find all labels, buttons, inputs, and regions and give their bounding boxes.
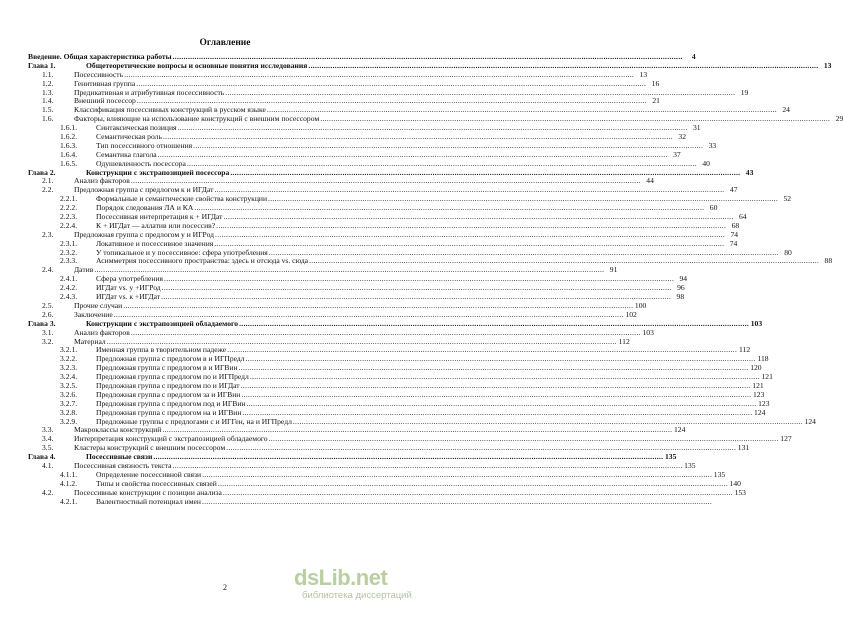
toc-entry-title: Генитивная группа — [74, 78, 136, 88]
toc-entry-page: 4 — [691, 52, 696, 61]
toc-entry-title: Формальные и семантические свойства конструкции — [96, 194, 268, 204]
toc-entry-title: Конструкции с экстрапозицией обладаемого — [86, 318, 239, 328]
toc-entry-title: Предложная группа с предлогом под и ИГВин — [96, 398, 246, 408]
toc-entry-number: 4.2.1. — [60, 496, 78, 506]
toc-entry-number: 3.2.5. — [60, 380, 78, 390]
toc-entry-number: 3.2.6. — [60, 389, 78, 399]
toc-entry-title: Предложная группа с предлогом по и ИГДат — [96, 380, 240, 390]
toc-entry-number: 3.4. — [42, 434, 54, 444]
toc-entry-page: 98 — [676, 292, 685, 302]
toc-entry-number: 2.4. — [42, 265, 54, 275]
toc-entry-number: 4.1.1. — [60, 469, 78, 479]
toc-entry-number: 4.1.2. — [60, 478, 78, 488]
toc-entry-title: Сфера употребления — [96, 274, 164, 284]
toc-leader-dots — [202, 498, 712, 507]
toc-entry-number: 1.6. — [42, 114, 54, 124]
toc-entry-page: 31 — [693, 123, 701, 133]
toc-entry-title: Посессивность — [74, 69, 124, 79]
toc-entry-title: Заключение — [74, 309, 113, 319]
toc-entry-page: 21 — [652, 96, 660, 106]
toc-entry-title: Асимметрия посессивного пространства: здесь и отсюда vs. сюда — [96, 256, 309, 266]
toc-entry-number: Глава 3. — [28, 318, 56, 328]
toc-entry-title: Посессивные конструкции с позиции анализа — [74, 487, 222, 497]
toc-entry-page: 52 — [783, 194, 792, 204]
toc-entry-number: 1.3. — [42, 87, 54, 97]
toc-entry-page: 29 — [835, 114, 843, 124]
toc-entry-number: 3.5. — [42, 443, 54, 453]
toc-entry-page: 127 — [780, 434, 792, 444]
toc-entry-page: 112 — [739, 345, 751, 355]
toc-entry-page: 121 — [752, 380, 764, 390]
toc-entry-number: 2.2.2. — [60, 203, 78, 213]
toc-entry-number: 2.2.4. — [60, 220, 78, 230]
toc-entry-title: Порядок следования ЛА и КА — [96, 203, 194, 213]
toc-entry-number: 1.5. — [42, 105, 54, 115]
toc-entry-title: Предложная группа с предлогом к и ИГДат — [74, 185, 214, 195]
toc-entry-page: 124 — [804, 416, 816, 426]
toc-entry-number: 3.2. — [42, 336, 54, 346]
watermark-subtitle: библиотека диссертаций — [302, 590, 412, 601]
toc-entry-title: Интерпретация конструкций с экстрапозицией обладаемого — [74, 434, 268, 444]
toc-entry-number: 4.1. — [42, 460, 54, 470]
toc-entry-title: Локативное и посессивное значения — [96, 238, 214, 248]
toc-entry-title: Предложная группа с предлогом в и ИГПредл — [96, 354, 245, 364]
toc-entry-title: Материал — [74, 336, 106, 346]
toc-entry-page: 135 — [713, 469, 726, 479]
toc-entry-number: 1.6.1. — [60, 123, 78, 133]
toc-entry-title: ИГДат vs. у +ИГРод — [96, 283, 161, 293]
toc-entry-page: 121 — [761, 372, 773, 382]
toc-entry-title: Предложная группа с предлогом за и ИГВин — [96, 389, 241, 399]
toc-entry-page: 80 — [784, 247, 792, 257]
toc-entry-title: Предложная группа с предлогом в и ИГВин — [96, 363, 238, 373]
toc-entry-title: Семантика глагола — [96, 149, 157, 159]
toc-entry-page: 96 — [677, 283, 685, 293]
toc-entry-title: Внешний посессор — [74, 96, 136, 106]
toc-entry-title: Посессивная связность текста — [74, 460, 172, 470]
toc-entry-number: 2.3.1. — [60, 238, 78, 248]
toc-entry-title: Именная группа в творительном падеже — [96, 345, 227, 355]
toc-entry-number: 2.1. — [42, 176, 54, 186]
toc-entry-page: 135 — [664, 452, 677, 462]
toc-entry-page: 74 — [729, 238, 738, 248]
toc-entry-page: 135 — [684, 460, 696, 470]
toc-entry-number: 2.2. — [42, 185, 54, 195]
toc-entry-page: 124 — [673, 425, 686, 435]
toc-entry-page: 140 — [729, 478, 741, 488]
toc-entry-page: 153 — [734, 487, 746, 497]
toc-entry-number: 3.2.7. — [60, 398, 78, 408]
toc-entry-page: 40 — [702, 158, 710, 168]
toc-entry-title: Макроклассы конструкций — [74, 425, 162, 435]
toc-entry[interactable] — [28, 498, 430, 507]
toc-entry-page: 32 — [678, 132, 686, 142]
toc-entry-number: 1.6.3. — [60, 140, 78, 150]
toc-entry-title: Тип посессивного отношения — [96, 140, 193, 150]
table-of-contents — [28, 52, 843, 506]
page-number: 2 — [223, 583, 227, 592]
toc-entry-number: 2.2.1. — [60, 194, 78, 204]
toc-entry-page: 13 — [639, 69, 648, 79]
toc-entry-number: 3.3. — [42, 425, 54, 435]
toc-entry-title: Классификация посессивных конструкций в русском языке — [74, 105, 266, 115]
toc-entry-page: 13 — [823, 60, 832, 70]
toc-entry-number: Глава 2. — [28, 167, 56, 177]
toc-entry-page: 112 — [618, 336, 630, 346]
toc-entry-title: Введение. Общая характеристика работы — [28, 52, 172, 61]
toc-entry-page: 37 — [673, 149, 681, 159]
toc-entry-number: 3.2.4. — [60, 372, 78, 382]
toc-entry-page: 123 — [752, 389, 765, 399]
watermark-logo: dsLib.net — [294, 565, 388, 590]
toc-entry-page: 74 — [730, 229, 739, 239]
toc-entry-title: У топикальное и у посессивное: сфера употребления — [96, 247, 268, 257]
toc-entry-page: 94 — [679, 274, 688, 284]
toc-entry-page: 44 — [646, 176, 654, 186]
toc-entry-title: Предложная группа с предлогом на и ИГВин — [96, 407, 242, 417]
toc-entry-number: 2.4.2. — [60, 283, 78, 293]
toc-entry-page: 120 — [750, 363, 762, 373]
toc-entry-number: 2.3.2. — [60, 247, 78, 257]
toc-entry-title: ИГДат vs. к +ИГДат — [96, 292, 161, 302]
toc-entry-number: 3.2.1. — [60, 345, 78, 355]
toc-entry-title: Семантическая роль — [96, 132, 162, 142]
toc-entry-title: Факторы, влияющие на использование конструкций с внешним посессором — [74, 114, 320, 124]
watermark — [294, 565, 444, 605]
toc-entry-title: Кластеры конструкций с внешним посессором — [74, 443, 226, 453]
toc-entry-page: 24 — [782, 105, 790, 115]
toc-entry-title: Типы и свойства посессивных связей — [96, 478, 217, 488]
toc-entry-title: Предложная группа с предлогом у и ИГРод — [74, 229, 215, 239]
toc-entry-number: Глава 4. — [28, 452, 56, 462]
toc-entry-number: Глава 1. — [28, 60, 56, 70]
toc-entry-title: К + ИГДат — аллатив или посессив? — [96, 220, 216, 230]
toc-entry-title: Анализ факторов — [74, 327, 130, 337]
toc-entry-page: 88 — [824, 256, 833, 266]
toc-entry-page: 68 — [731, 220, 740, 230]
toc-entry-title: Конструкции с экстрапозицией посессора — [86, 167, 230, 177]
toc-entry-number: 1.1. — [42, 69, 54, 79]
toc-entry-number: 4.2. — [42, 487, 54, 497]
toc-entry-title: Синтаксическая позиция — [96, 123, 177, 133]
toc-entry-page: 123 — [758, 398, 770, 408]
toc-entry-number: 3.2.2. — [60, 354, 78, 364]
toc-entry-page: 118 — [757, 354, 769, 364]
toc-entry-number: 2.6. — [42, 309, 54, 319]
toc-entry-title: Общетеоретические вопросы и основные понятия исследования — [86, 60, 308, 70]
toc-entry-number: 3.2.3. — [60, 363, 78, 373]
toc-entry-number: 2.2.3. — [60, 212, 78, 222]
toc-entry-number: 3.2.8. — [60, 407, 78, 417]
toc-entry-number: 2.4.3. — [60, 292, 78, 302]
toc-entry-page: 124 — [754, 407, 766, 417]
toc-entry-page: 33 — [708, 140, 717, 150]
toc-entry-page: 19 — [740, 87, 749, 97]
toc-entry-page: 131 — [737, 443, 750, 453]
toc-entry-number: 2.4.1. — [60, 274, 78, 284]
toc-entry-number: 2.3.3. — [60, 256, 78, 266]
toc-entry-page: 103 — [642, 327, 654, 337]
toc-entry-number: 1.6.2. — [60, 132, 78, 142]
toc-entry-title: Определение посессивной связи — [96, 469, 202, 479]
toc-entry-page: 64 — [738, 212, 747, 222]
toc-entry-page: 60 — [709, 203, 718, 213]
toc-entry-title: Посессивные связи — [86, 452, 153, 462]
toc-entry-page: 100 — [634, 300, 647, 310]
toc-entry-number: 1.6.4. — [60, 149, 78, 159]
toc-entry-title: Прочие случаи — [74, 300, 123, 310]
toc-entry-title: Предикативная и атрибутивная посессивность — [74, 87, 225, 97]
toc-entry-page: 43 — [745, 167, 754, 177]
toc-entry-number: 1.2. — [42, 78, 54, 88]
toc-entry-number: 2.5. — [42, 300, 54, 310]
page-title: Оглавление — [199, 38, 251, 48]
toc-entry-title: Валентностный потенциал имен — [96, 496, 201, 506]
toc-entry-title: Датив — [74, 265, 94, 275]
toc-entry-page: 103 — [750, 318, 763, 328]
toc-entry-title: Посессивная интерпретация к + ИГДат — [96, 212, 223, 222]
toc-entry-title: Предложная группа с предлогом по и ИГПредл — [96, 372, 249, 382]
toc-entry-page: 102 — [625, 309, 637, 319]
toc-entry-page: 47 — [729, 185, 738, 195]
toc-entry-page: 91 — [609, 265, 618, 275]
toc-entry-title: Анализ факторов — [74, 176, 130, 186]
toc-entry-number: 3.2.9. — [60, 416, 78, 426]
toc-entry-number: 3.1. — [42, 327, 54, 337]
toc-entry-number: 1.6.5. — [60, 158, 78, 168]
toc-entry-page: 16 — [651, 78, 660, 88]
toc-entry-title: Одушевленность посессора — [96, 158, 186, 168]
toc-entry-title: Предложные группы с предлогами с и ИГГен, на и ИГПредл — [96, 416, 292, 426]
toc-entry-number: 2.3. — [42, 229, 54, 239]
toc-entry-number: 1.4. — [42, 96, 54, 106]
